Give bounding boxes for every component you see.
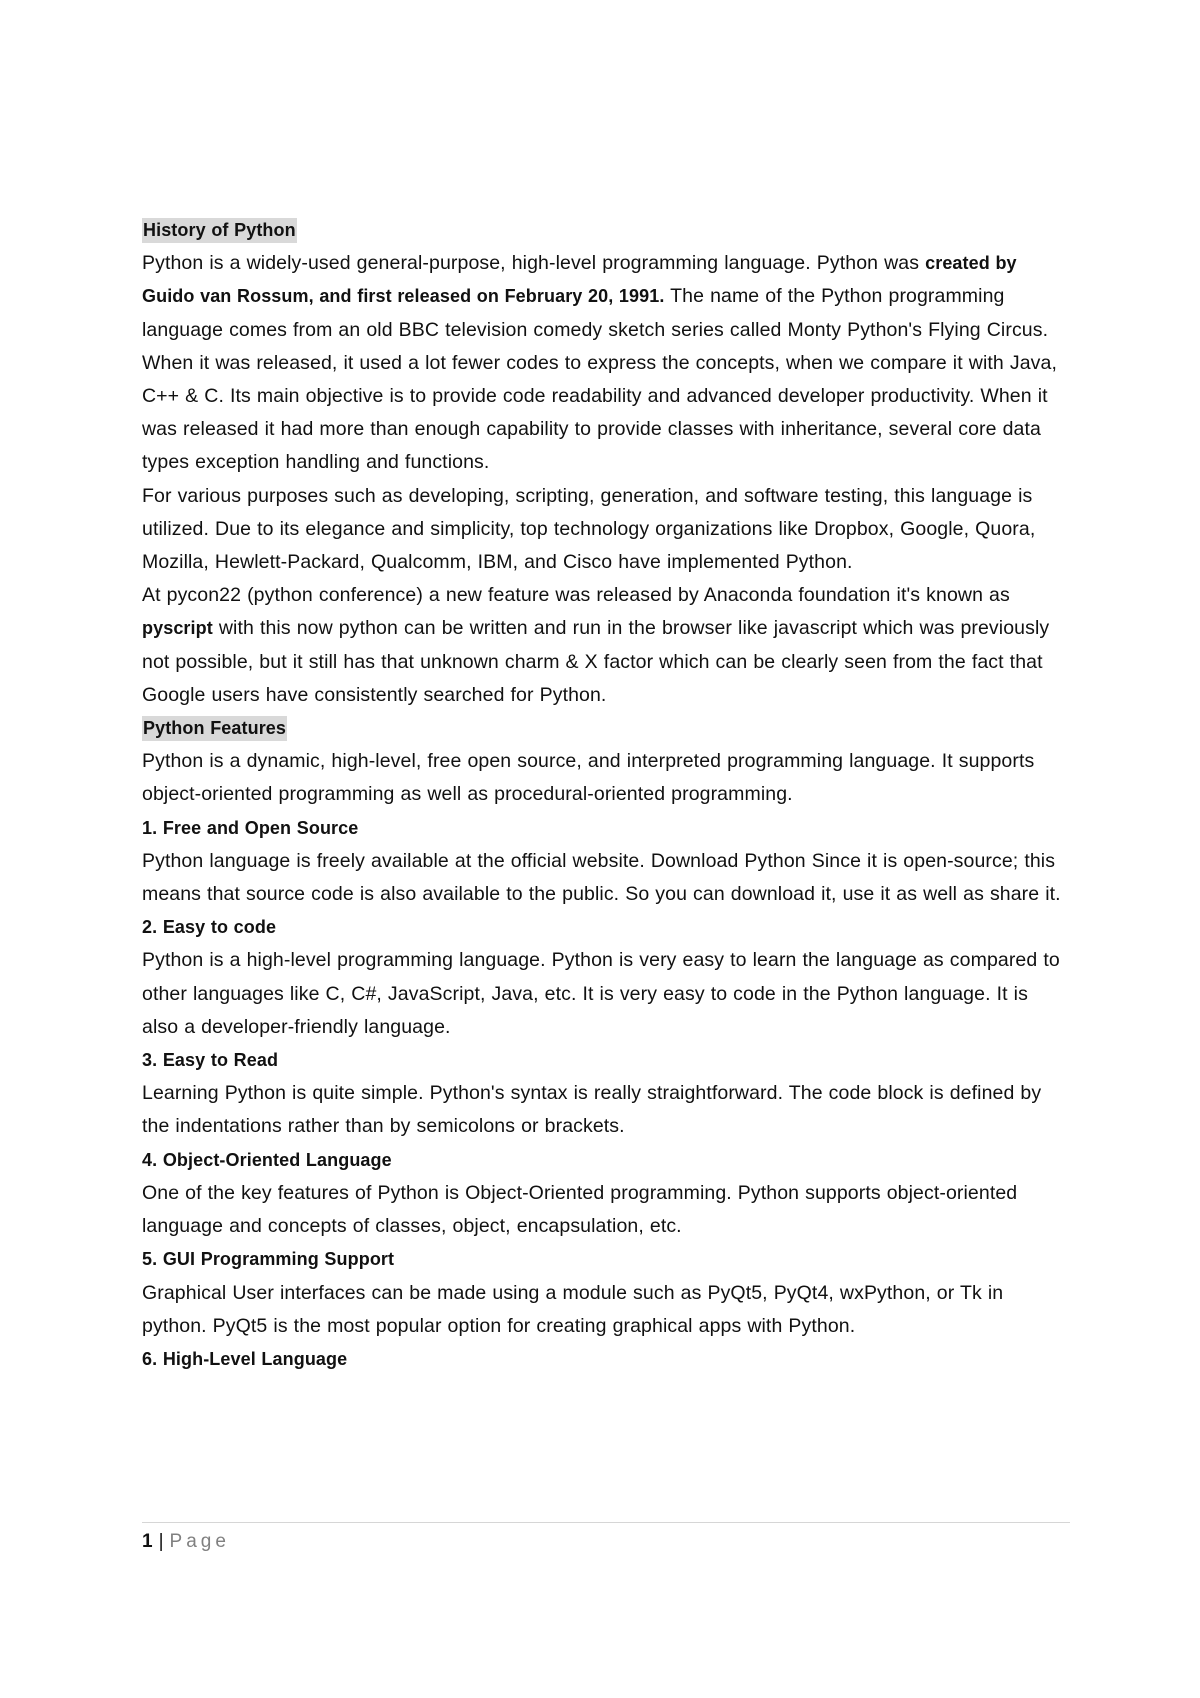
feature-text-gui-programming: Graphical User interfaces can be made using a module such as PyQt5, PyQt4, wxPython, or Tk in python. PyQt5 is the most popular option for creating graphical apps with Python. bbox=[142, 1281, 1004, 1337]
feature-text-easy-to-read: Learning Python is quite simple. Python's syntax is really straightforward. The code block is defined by the indentations rather than by semicolons or brackets. bbox=[142, 1082, 1042, 1138]
feature-title-gui-programming: 5. GUI Programming Support bbox=[142, 1249, 395, 1270]
section-heading-features bbox=[142, 712, 1062, 745]
paragraph-text: The name of the Python programming language comes from an old BBC television comedy sketch series called Monty Python's Flying Circus. When it was released, it used a lot fewer codes to express the concepts, when we compare it with Java, C++ & C. Its main objective is to provide code readability and advanced developer productivity. When it was released it had more than enough capability to provide classes with inheritance, several core data types exception handling and functions. bbox=[142, 285, 1057, 474]
paragraph-text: At pycon22 (python conference) a new feature was released by Anaconda foundation it's known as bbox=[142, 584, 1010, 607]
footer-divider bbox=[142, 1522, 1070, 1523]
feature-title-object-oriented: 4. Object-Oriented Language bbox=[142, 1149, 392, 1170]
page-number: 1 bbox=[142, 1531, 153, 1552]
paragraph-features-intro: Python is a dynamic, high-level, free open source, and interpreted programming language. It supports object-oriented programming as well as procedural-oriented programming. bbox=[142, 750, 1035, 806]
feature-title-free-open-source: 1. Free and Open Source bbox=[142, 817, 359, 838]
paragraph-text: with this now python can be written and run in the browser like javascript which was previously not possible, but it still has that unknown charm & X factor which can be clearly seen from the fact that Google users have consistently searched for Python. bbox=[142, 617, 1050, 706]
document-body bbox=[142, 214, 1062, 1376]
paragraph-history-intro bbox=[142, 247, 1062, 479]
page-label: Page bbox=[169, 1531, 230, 1552]
bold-pyscript-text: pyscript bbox=[142, 618, 213, 639]
feature-title-high-level-language: 6. High-Level Language bbox=[142, 1348, 348, 1369]
feature-title-easy-to-read: 3. Easy to Read bbox=[142, 1050, 279, 1071]
feature-text-free-open-source: Python language is freely available at the official website. Download Python Since it is open-source; this means that source code is also available to the public. So you can download it, use it as well as share it. bbox=[142, 849, 1061, 906]
paragraph-pyscript bbox=[142, 579, 1062, 712]
heading-highlight: History of Python bbox=[142, 218, 297, 243]
feature-title-easy-to-code: 2. Easy to code bbox=[142, 917, 277, 938]
footer-separator: | bbox=[158, 1531, 164, 1552]
feature-text-easy-to-code: Python is a high-level programming language. Python is very easy to learn the language as compared to other languages like C, C#, JavaScript, Java, etc. It is very easy to code in the Python language. It is also a developer-friendly language. bbox=[142, 949, 1060, 1038]
feature-text-object-oriented: One of the key features of Python is Object-Oriented programming. Python supports object-oriented language and concepts of classes, object, encapsulation, etc. bbox=[142, 1181, 1018, 1238]
paragraph-usage: For various purposes such as developing, scripting, generation, and software testing, this language is utilized. Due to its elegance and simplicity, top technology organizations like Dropbox, Google, Quora, Mozilla, Hewlett-Packard, Qualcomm, IBM, and Cisco have implemented Python. bbox=[142, 484, 1036, 574]
heading-highlight: Python Features bbox=[142, 716, 287, 741]
section-heading-history bbox=[142, 214, 1062, 247]
page-footer bbox=[142, 1530, 230, 1554]
paragraph-text: Python is a widely-used general-purpose, high-level programming language. Python was bbox=[142, 252, 926, 275]
bold-creator-text: created by Guido van Rossum, and first released on February 20, 1991. bbox=[142, 253, 1017, 307]
